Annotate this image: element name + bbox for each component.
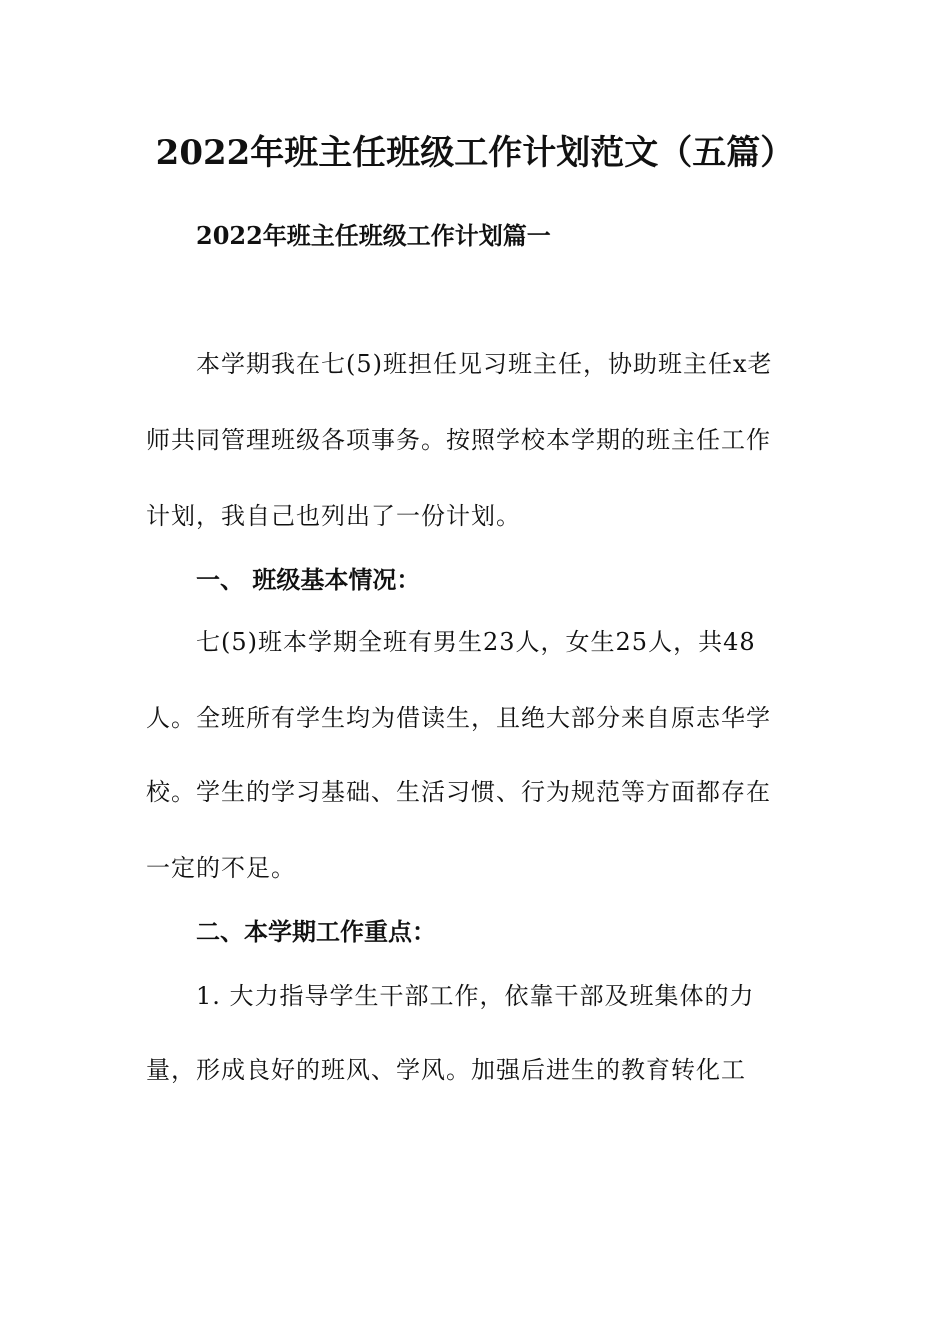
paragraph-line: 1. 大力指导学生干部工作，依靠干部及班集体的力 (196, 982, 755, 1010)
paragraph-line: 校。学生的学习基础、生活习惯、行为规范等方面都存在 (146, 778, 771, 806)
paragraph-line: 师共同管理班级各项事务。按照学校本学期的班主任工作 (146, 426, 771, 454)
paragraph-line: 七(5)班本学期全班有男生23人，女生25人，共48 (196, 628, 756, 656)
section-heading: 一、 班级基本情况： (196, 565, 421, 594)
document-title: 2022年班主任班级工作计划范文（五篇） (155, 133, 795, 173)
paragraph-line: 一定的不足。 (146, 854, 296, 882)
section-heading: 二、本学期工作重点： (196, 917, 436, 946)
paragraph-line: 量，形成良好的班风、学风。加强后进生的教育转化工 (146, 1056, 746, 1084)
paragraph-line: 人。全班所有学生均为借读生，且绝大部分来自原志华学 (146, 704, 771, 732)
section-title: 2022年班主任班级工作计划篇一 (196, 221, 551, 250)
paragraph-line: 计划，我自己也列出了一份计划。 (146, 502, 521, 530)
paragraph-line: 本学期我在七(5)班担任见习班主任，协助班主任x老 (196, 350, 773, 378)
